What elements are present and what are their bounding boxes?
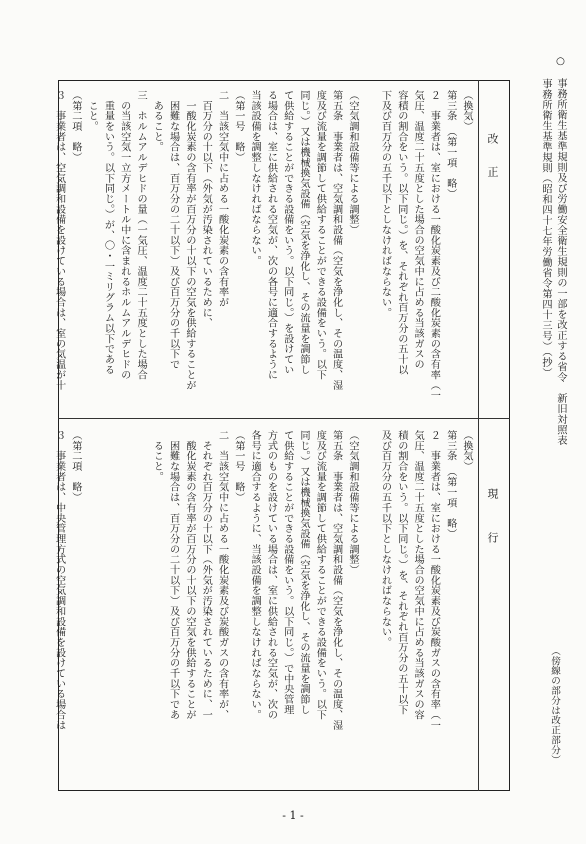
current-line: 度及び流量を調節して供給することができる設備をいう。以下 bbox=[314, 430, 326, 720]
revised-line: の当該空気一立方メートル中に含まれるホルムアルデヒドの bbox=[118, 90, 130, 380]
revised-line: （空気調和設備等による調整） bbox=[346, 90, 358, 235]
revised-line: 一酸化炭素の含有率が百万分の十以下の空気を供給することが bbox=[183, 90, 195, 391]
revised-line: 百万分の十以下（外気が汚染されているために、 bbox=[200, 90, 212, 329]
current-line: ２ 事業者は、室における一酸化炭素及び炭酸ガスの含有率（一 bbox=[428, 430, 440, 731]
current-line: 酸化炭素の含有率が百万分の十以下の空気を供給することが bbox=[183, 430, 195, 720]
revised-line: 同じ。）又は機械換気設備（空気を浄化し、その流量を調節し bbox=[298, 90, 310, 375]
revised-line: あること。 bbox=[151, 90, 163, 153]
current-line bbox=[360, 430, 376, 786]
current-line bbox=[99, 430, 115, 786]
current-line: 同じ。）又は機械換気設備（空気を浄化し、その流量を調節し bbox=[298, 430, 310, 715]
revised-line: 三 ホルムアルデヒドの量（一気圧、温度二十五度とした場合 bbox=[135, 90, 147, 380]
revised-line: 重量をいう。以下同じ。）が、〇・一ミリグラム以下である bbox=[102, 90, 114, 375]
revised-line: 困難な場合は、百万分の二十以下）及び百万分の千以下で bbox=[167, 90, 179, 370]
current-line: ３ 事業者は、中央管理方式の空気調和設備を設けている場合は bbox=[53, 430, 65, 731]
current-line: 及び百万分の五千以下としなければならない。 bbox=[379, 430, 391, 648]
current-line: （換気） bbox=[461, 430, 472, 472]
current-line: 二 当該空気中に占める一酸化炭素及び炭酸ガスの含有率が、 bbox=[216, 430, 228, 720]
current-line: 第五条 事業者は、空気調和設備（空気を浄化し、その温度、湿 bbox=[330, 430, 342, 731]
revised-line: （第二項 略） bbox=[69, 90, 81, 163]
revised-line: （換気） bbox=[461, 90, 472, 132]
revised-line: こと。 bbox=[86, 90, 98, 132]
current-line bbox=[132, 430, 148, 786]
page-number: - 1 - bbox=[282, 809, 304, 822]
revised-line: て供給することができる設備をいう。以下同じ。）を設けてい bbox=[281, 90, 293, 375]
current-line bbox=[83, 430, 99, 786]
revised-line: 第三条 （第一項 略） bbox=[444, 90, 456, 199]
current-line: 困難な場合は、百万分の二十以下）及び百万分の千以下であ bbox=[167, 430, 179, 720]
current-line: て供給することができる設備をいう。以下同じ。）で中央管理 bbox=[281, 430, 293, 715]
current-line: （第一号 略） bbox=[232, 430, 244, 503]
revised-text bbox=[50, 90, 474, 412]
revised-line: 二 当該空気中に占める一酸化炭素の含有率が bbox=[216, 90, 228, 308]
current-line bbox=[115, 430, 131, 786]
revised-line: 度及び流量を調節して供給することができる設備をいう。以下 bbox=[314, 90, 326, 380]
revised-column-label: 改 正 bbox=[486, 133, 499, 177]
header-note: （傍線の部分は改正部分） bbox=[549, 646, 560, 765]
header-title-line2: 事務所衛生基準規則（昭和四十七年労働省令第四十三号）（抄） bbox=[540, 68, 551, 378]
column-header-divider bbox=[478, 80, 479, 791]
revised-line: ３ 事業者は、空気調和設備を設けている場合は、室の気温が十 bbox=[53, 90, 65, 391]
revised-line bbox=[360, 90, 376, 412]
revised-line: 下及び百万分の五千以下としなければならない。 bbox=[379, 90, 391, 318]
current-line: ること。 bbox=[151, 430, 163, 482]
current-line: それぞれ百万分の十以下（外気が汚染されているために、一 bbox=[200, 430, 212, 720]
revised-line: る場合は、室に供給される空気が、次の各号に適合するように bbox=[265, 90, 277, 380]
revised-line: 第五条 事業者は、空気調和設備（空気を浄化し、その温度、湿 bbox=[330, 90, 342, 391]
revised-line: 当該設備を調整しなければならない。 bbox=[249, 90, 261, 266]
current-line: 気圧、温度二十五度とした場合の空気中に占める当該ガスの容 bbox=[412, 430, 424, 720]
revised-line: 容積の割合をいう。以下同じ。）を、それぞれ百万分の五十以 bbox=[395, 90, 407, 375]
revised-line: ２ 事業者は、室における一酸化炭素及び二酸化炭素の含有率（一 bbox=[428, 90, 440, 401]
column-divider bbox=[58, 418, 510, 419]
current-line: 第三条 （第一項 略） bbox=[444, 430, 456, 539]
current-line: 積の割合をいう。以下同じ。）を、それぞれ百万分の五十以下 bbox=[395, 430, 407, 715]
current-line: （第二項 略） bbox=[69, 430, 81, 503]
current-line: 方式のものを設けている場合は、室に供給される空気が、次の bbox=[265, 430, 277, 720]
current-text bbox=[50, 430, 474, 786]
current-column-label: 現 行 bbox=[486, 488, 499, 543]
current-line: 各号に適合するように、当該設備を調整しなければならない。 bbox=[249, 430, 261, 720]
revised-line: 気圧、温度二十五度とした場合の空気中に占める当該ガスの bbox=[412, 90, 424, 370]
header-title-line1: ○ 事務所衛生基準規則及び労働安全衛生規則の一部を改正する省令 新旧対照表 bbox=[555, 56, 566, 446]
current-line: （空気調和設備等による調整） bbox=[346, 430, 358, 575]
revised-line: （第一号 略） bbox=[232, 90, 244, 163]
